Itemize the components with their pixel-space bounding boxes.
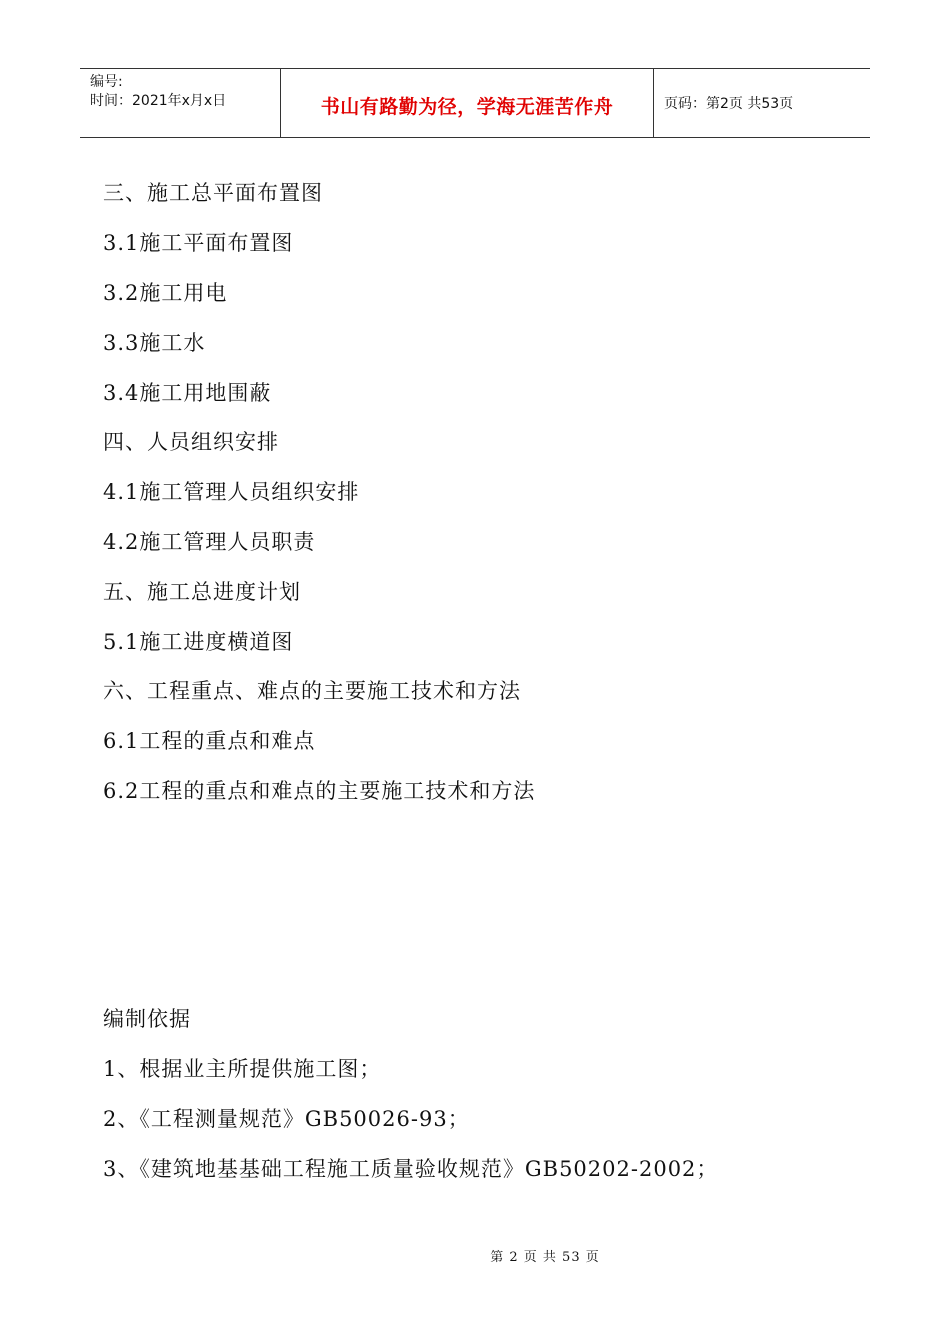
toc-item-3-1: 3.1施工平面布置图 <box>103 231 294 255</box>
header-page-cell <box>654 69 870 137</box>
page-footer: 第 2 页 共 53 页 <box>490 1250 600 1265</box>
header-meta-cell <box>80 69 281 137</box>
toc-item-6-2: 6.2工程的重点和难点的主要施工技术和方法 <box>103 779 536 803</box>
toc-heading-3: 三、施工总平面布置图 <box>103 181 323 205</box>
toc-item-3-4: 3.4施工用地围蔽 <box>103 381 272 405</box>
toc-item-4-2: 4.2施工管理人员职责 <box>103 530 316 554</box>
toc-item-5-1: 5.1施工进度横道图 <box>103 630 294 654</box>
toc-heading-5: 五、施工总进度计划 <box>103 580 301 604</box>
basis-item-3: 3、《建筑地基基础工程施工质量验收规范》GB50202-2002； <box>103 1157 719 1181</box>
header-date-label: 时间：2021年x月x日 <box>90 93 227 109</box>
basis-item-1: 1、根据业主所提供施工图； <box>103 1057 382 1081</box>
basis-item-2: 2、《工程测量规范》GB50026-93； <box>103 1107 470 1131</box>
toc-item-3-3: 3.3施工水 <box>103 331 206 355</box>
toc-item-4-1: 4.1施工管理人员组织安排 <box>103 480 360 504</box>
toc-heading-4: 四、人员组织安排 <box>103 430 279 454</box>
toc-heading-6: 六、工程重点、难点的主要施工技术和方法 <box>103 679 521 703</box>
header-motto: 书山有路勤为径，学海无涯苦作舟 <box>320 95 614 118</box>
header-motto-cell <box>281 69 654 137</box>
basis-title: 编制依据 <box>103 1007 191 1031</box>
header-page-info: 页码：第2页 共53页 <box>664 96 794 112</box>
page-header <box>80 68 870 138</box>
header-number-label: 编号: <box>90 74 123 90</box>
toc-item-3-2: 3.2施工用电 <box>103 281 228 305</box>
toc-item-6-1: 6.1工程的重点和难点 <box>103 729 316 753</box>
